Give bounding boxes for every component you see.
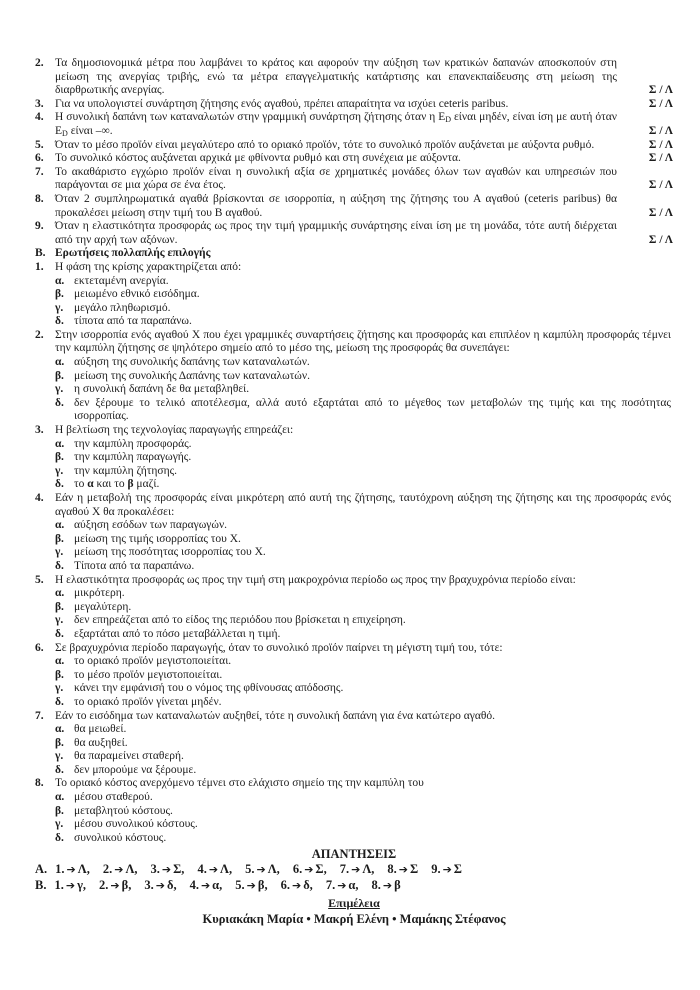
tf-text: Όταν 2 συμπληρωματικά αγαθά βρίσκονται σε ισορροπία, η αύξηση της ζήτησης του Α αγαθού (ceteris paribus) θα προκαλέσει μείωση στην τιμή του Β αγαθού.: [55, 192, 617, 219]
option-text-part: το: [74, 478, 88, 491]
answer-a: α,: [212, 877, 223, 892]
option-text: κάνει την εμφάνισή του ο νόμος της φθίνουσας απόδοσης.: [74, 682, 344, 695]
mc-option: [55, 737, 673, 751]
option-letter: α.: [55, 587, 65, 600]
option-letter: δ.: [55, 315, 64, 328]
mc-option: [55, 288, 673, 302]
question-body: [55, 329, 673, 424]
credits-names: Κυριακάκη Μαρία • Μακρή Ελένη • Μαμάκης Στέφανος: [202, 912, 506, 927]
arrow-right-icon: ➔: [65, 878, 76, 892]
question-text: Το οριακό κόστος ανερχόμενο τέμνει στο ελάχιστο σημείο της την καμπύλη του: [55, 777, 424, 790]
option-text: η συνολική δαπάνη δε θα μεταβληθεί.: [74, 383, 250, 396]
mc-option: [55, 356, 673, 370]
mc-question: [35, 329, 673, 424]
option-text: μεγαλύτερη.: [74, 600, 132, 613]
option-letter: α.: [55, 356, 65, 369]
option-text: εκτεταμένη ανεργία.: [74, 274, 169, 287]
option-text: μέσου συνολικού κόστους.: [74, 818, 198, 831]
mc-option: [55, 478, 673, 492]
tf-text: Τα δημοσιονομικά μέτρα που λαμβάνει το κράτος και αφορούν την αύξηση των κρατικών δαπανών αποσκοπούν στη μείωση της ανεργίας τριβής, ενώ τα μέτρα επαγγελματικής κατάρτισης και επανεκπαίδευσης στη μείωση της διαρθρωτικής ανεργίας.: [55, 57, 617, 97]
answer-a: δ,: [166, 877, 177, 892]
arrow-right-icon: ➔: [208, 863, 219, 877]
tf-number: 7.: [35, 165, 44, 178]
answer-a: β,: [257, 877, 268, 892]
option-letter: γ.: [55, 546, 64, 559]
sigma-lambda-marker: Σ / Λ: [648, 138, 673, 151]
answer-a: β,: [121, 877, 132, 892]
answer-q: 7.: [325, 877, 336, 892]
option-letter: δ.: [55, 763, 64, 776]
mc-option: [55, 655, 673, 669]
option-letter: γ.: [55, 301, 64, 314]
mc-option: [55, 750, 673, 764]
tf-statement: [35, 220, 673, 247]
option-text: μείωση της ποσότητας ισορροπίας του Χ.: [74, 546, 266, 559]
mc-option: [55, 601, 673, 615]
mc-option: [55, 383, 673, 397]
arrow-right-icon: ➔: [114, 863, 124, 877]
mc-option: [55, 275, 673, 289]
option-letter: α.: [55, 655, 65, 668]
answer-pair: [235, 878, 267, 892]
option-text: δεν ξέρουμε το τελικό αποτέλεσμα, αλλά αυτό εξαρτάται από το μέγεθος των μεταβολών της τιμής και της ποσότητας ισορροπίας.: [74, 396, 671, 423]
arrow-right-icon: ➔: [246, 878, 256, 892]
mc-question: [35, 424, 673, 492]
tf-number: 2.: [35, 57, 44, 69]
mc-option: [55, 696, 673, 710]
tf-statement: [35, 98, 673, 112]
option-text: Τίποτα από τα παραπάνω.: [74, 559, 195, 572]
question-body: [55, 424, 673, 492]
question-body: [55, 261, 673, 329]
tf-number: 4.: [35, 111, 44, 124]
question-body: [55, 492, 673, 574]
mc-option: [55, 723, 673, 737]
sigma-lambda-marker: Σ / Λ: [648, 84, 673, 97]
option-text: μείωση της συνολικής Δαπάνης των καταναλωτών.: [74, 369, 310, 382]
mc-option: [55, 560, 673, 574]
mc-option: [55, 465, 673, 479]
answers-row-b: [35, 878, 673, 894]
sigma-lambda-marker: Σ / Λ: [648, 124, 673, 137]
question-text: Η φάση της κρίσης χαρακτηρίζεται από:: [55, 260, 242, 273]
answer-q: 1.: [54, 877, 64, 892]
arrow-right-icon: ➔: [291, 878, 302, 892]
tf-statement: [35, 111, 673, 138]
option-letter: β.: [55, 668, 64, 681]
answer-a: γ,: [77, 877, 87, 892]
question-number: 6.: [35, 641, 44, 654]
option-text-part: μαζί.: [133, 478, 160, 491]
answer-pair: [281, 878, 313, 892]
answer-a: Σ,: [315, 862, 327, 877]
option-text: εξαρτάται από το πόσο μεταβάλλεται η τιμή.: [74, 627, 281, 640]
option-letter: δ.: [55, 396, 64, 409]
option-text: το μέσο προϊόν μεγιστοποιείται.: [74, 668, 223, 681]
answer-a: Σ: [410, 862, 419, 877]
mc-option: [55, 451, 673, 465]
mc-option: [55, 791, 673, 805]
answer-a: Σ: [453, 862, 462, 877]
question-text: Στην ισορροπία ενός αγαθού Χ που έχει γραμμικές συναρτήσεις ζήτησης και προσφοράς και επιπλέον η καμπύλη προσφοράς τέμνει την καμπύλη ζήτησης σε ψηλότερο σημείο από το μέσο της, μείωση της προσφοράς θα συνεπάγει:: [55, 328, 671, 355]
option-text: [74, 478, 673, 492]
tf-statement: [35, 152, 673, 166]
mc-option: [55, 818, 673, 832]
tf-text: Το συνολικό κόστος αυξάνεται αρχικά με φθίνοντα ρυθμό και στη συνέχεια με αύξοντα.: [55, 152, 461, 165]
arrow-right-icon: ➔: [256, 863, 266, 877]
option-text: μικρότερη.: [74, 587, 125, 600]
tf-statement: [35, 139, 673, 153]
answers-row-a: [35, 862, 673, 878]
arrow-right-icon: ➔: [155, 878, 165, 892]
answer-pair: [54, 878, 86, 892]
option-letter: α.: [55, 437, 65, 450]
question-number: 1.: [35, 260, 44, 273]
option-text: μείωση της τιμής ισορροπίας του Χ.: [74, 532, 241, 545]
mc-question: [35, 777, 673, 845]
option-letter: γ.: [55, 614, 64, 627]
mc-question: [35, 261, 673, 329]
mc-option: [55, 519, 673, 533]
answer-pair: [293, 862, 327, 876]
option-text: μεγάλο πληθωρισμό.: [74, 301, 171, 314]
answer-q: 3.: [144, 877, 154, 892]
answers-row-a-prefix: Α.: [35, 862, 48, 877]
question-body: [55, 710, 673, 778]
mc-question: [35, 574, 673, 642]
option-text: θα μειωθεί.: [74, 723, 127, 736]
question-number: 8.: [35, 777, 44, 790]
mc-option: [55, 533, 673, 547]
mc-option: [55, 614, 673, 628]
mc-option: [55, 302, 673, 316]
section-b: [35, 247, 673, 845]
tf-text-part: είναι –∞.: [67, 124, 113, 137]
option-text: συνολικού κόστους.: [74, 831, 167, 844]
option-text-bold: α: [87, 478, 94, 491]
answer-q: 7.: [339, 862, 350, 877]
credits-heading: Επιμέλεια: [328, 896, 380, 911]
option-letter: γ.: [55, 750, 64, 763]
arrow-right-icon: ➔: [110, 878, 120, 892]
mc-option: [55, 438, 673, 452]
option-letter: α.: [55, 791, 65, 804]
answers-heading: ΑΠΑΝΤΗΣΕΙΣ: [311, 847, 397, 862]
mc-option: [55, 682, 673, 696]
sigma-lambda-marker: Σ / Λ: [648, 97, 673, 110]
answers-section: [35, 847, 673, 927]
question-body: [55, 574, 673, 642]
answer-q: 5.: [235, 877, 245, 892]
answer-pair: [326, 878, 359, 892]
option-letter: α.: [55, 274, 65, 287]
arrow-right-icon: ➔: [351, 863, 361, 877]
answer-q: 5.: [245, 862, 255, 877]
option-text: την καμπύλη ζήτησης.: [74, 464, 178, 477]
option-letter: γ.: [55, 818, 64, 831]
answer-q: 9.: [431, 862, 441, 877]
section-b-heading-text: Ερωτήσεις πολλαπλής επιλογής: [55, 247, 211, 260]
question-text: Η ελαστικότητα προσφοράς ως προς την τιμή στη μακροχρόνια περίοδο ως προς την βραχυχρόνια περίοδο είναι:: [55, 573, 576, 586]
answer-pair: [197, 862, 232, 876]
subscript-d: D: [445, 115, 452, 125]
tf-text: [55, 111, 627, 138]
option-letter: β.: [55, 600, 64, 613]
tf-statement: [35, 166, 673, 193]
option-letter: γ.: [55, 682, 64, 695]
option-letter: β.: [55, 736, 64, 749]
tf-number: 8.: [35, 192, 44, 205]
option-letter: γ.: [55, 464, 64, 477]
answer-q: 2.: [102, 862, 113, 877]
option-text: θα παραμείνει σταθερή.: [74, 750, 184, 763]
answer-a: Λ,: [362, 862, 375, 877]
answer-a: Λ,: [77, 862, 90, 877]
answer-pair: [245, 862, 280, 876]
option-letter: β.: [55, 804, 64, 817]
mc-option: [55, 370, 673, 384]
mc-option: [55, 764, 673, 778]
question-text: Η βελτίωση της τεχνολογίας παραγωγής επηρεάζει:: [55, 424, 294, 437]
answer-pair: [340, 862, 375, 876]
mc-option: [55, 397, 673, 424]
question-number: 4.: [35, 492, 44, 504]
answer-a: δ,: [303, 877, 313, 892]
mc-question: [35, 492, 673, 574]
tf-text: Όταν το μέσο προϊόν είναι μεγαλύτερο από το οριακό προϊόν, τότε το συνολικό προϊόν αυξάνεται με αύξοντα ρυθμό.: [55, 138, 595, 151]
mc-question: [35, 642, 673, 710]
tf-text: Το ακαθάριστο εγχώριο προϊόν είναι η συνολική αξία σε χρηματικές μονάδες όλων των αγαθών και υπηρεσιών που παράγονται σε μια χώρα σε ένα έτος.: [55, 165, 617, 192]
option-letter: γ.: [55, 383, 64, 396]
option-text: την καμπύλη παραγωγής.: [74, 451, 192, 464]
answer-q: 8.: [387, 862, 397, 877]
mc-option: [55, 315, 673, 329]
option-letter: β.: [55, 451, 64, 464]
tf-text: Για να υπολογιστεί συνάρτηση ζήτησης ενός αγαθού, πρέπει απαραίτητα να ισχύει ceteris paribus.: [55, 97, 509, 110]
answer-q: 1.: [55, 862, 65, 877]
sigma-lambda-marker: Σ / Λ: [648, 152, 673, 165]
arrow-right-icon: ➔: [161, 863, 172, 877]
answer-a: α,: [348, 877, 359, 892]
option-text: το οριακό προϊόν μεγιστοποιείται.: [74, 655, 232, 668]
option-text: μέσου σταθερού.: [74, 791, 153, 804]
option-letter: δ.: [55, 478, 64, 491]
arrow-right-icon: ➔: [66, 863, 76, 877]
section-b-heading-number: Β.: [35, 247, 46, 260]
answer-q: 3.: [150, 862, 160, 877]
answer-a: β: [394, 877, 401, 892]
tf-number: 3.: [35, 97, 44, 110]
mc-option: [55, 628, 673, 642]
answer-pair: [55, 862, 90, 876]
question-body: [55, 777, 673, 845]
option-text: τίποτα από τα παραπάνω.: [74, 315, 192, 328]
question-text: Σε βραχυχρόνια περίοδο παραγωγής, όταν το συνολικό προϊόν παίρνει τη μέγιστη τιμή του, τότε:: [55, 641, 503, 654]
answer-a: Λ,: [125, 862, 138, 877]
option-letter: δ.: [55, 559, 64, 572]
option-text: μεταβλητού κόστους.: [74, 804, 173, 817]
answer-pair: [144, 878, 176, 892]
answer-q: 6.: [280, 877, 290, 892]
tf-text-part: Η συνολική δαπάνη των καταναλωτών στην γραμμική συνάρτηση ζήτησης όταν η E: [55, 111, 446, 124]
option-letter: α.: [55, 519, 65, 532]
option-text: αύξηση της συνολικής δαπάνης των καταναλωτών.: [74, 356, 310, 369]
option-letter: δ.: [55, 627, 64, 640]
tf-text-part: είναι μηδέν, είναι ίση με αυτή όταν E: [55, 111, 617, 137]
answer-q: 4.: [189, 877, 199, 892]
tf-statement: [35, 193, 673, 220]
mc-question: [35, 710, 673, 778]
answer-a: Σ,: [173, 862, 185, 877]
answer-q: 6.: [292, 862, 303, 877]
option-letter: δ.: [55, 695, 64, 708]
option-text: το οριακό προϊόν γίνεται μηδέν.: [74, 695, 222, 708]
mc-option: [55, 805, 673, 819]
answer-pair: [190, 878, 223, 892]
tf-number: 6.: [35, 152, 44, 165]
answers-row-b-prefix: Β.: [35, 877, 47, 892]
tf-number: 5.: [35, 138, 44, 151]
answer-q: 2.: [99, 877, 109, 892]
mc-option: [55, 587, 673, 601]
option-text-bold: β: [127, 478, 134, 491]
option-text: δεν μπορούμε να ξέρουμε.: [74, 763, 197, 776]
answer-a: Λ,: [220, 862, 233, 877]
option-letter: β.: [55, 288, 64, 301]
option-text: θα αυξηθεί.: [74, 736, 128, 749]
section-a: [35, 57, 673, 247]
option-letter: β.: [55, 532, 64, 545]
arrow-right-icon: ➔: [200, 878, 211, 892]
option-letter: α.: [55, 723, 65, 736]
arrow-right-icon: ➔: [442, 863, 452, 877]
answer-pair: [372, 878, 401, 892]
sigma-lambda-marker: Σ / Λ: [648, 206, 673, 219]
mc-option: [55, 546, 673, 560]
answer-pair: [387, 862, 418, 876]
question-number: 7.: [35, 709, 44, 722]
sigma-lambda-marker: Σ / Λ: [648, 179, 673, 192]
section-b-heading: [35, 247, 673, 261]
arrow-right-icon: ➔: [337, 878, 347, 892]
answer-a: Λ,: [267, 862, 280, 877]
tf-statement: [35, 57, 673, 98]
option-text: την καμπύλη προσφοράς.: [74, 437, 192, 450]
option-text: αύξηση εσόδων των παραγωγών.: [74, 519, 228, 532]
question-body: [55, 642, 673, 710]
answer-q: 8.: [371, 877, 381, 892]
option-text-part: και το: [93, 478, 128, 491]
arrow-right-icon: ➔: [398, 863, 408, 877]
answer-pair: [151, 862, 185, 876]
option-text: δεν επηρεάζεται από το είδος της περιόδου που βρίσκεται η επιχείρηση.: [74, 614, 406, 627]
answer-pair: [103, 862, 138, 876]
answer-pair: [431, 862, 462, 876]
arrow-right-icon: ➔: [304, 863, 314, 877]
tf-text: Όταν η ελαστικότητα προσφοράς ως προς την τιμή γραμμικής συνάρτησης είναι ίση με τη μονάδα, τότε αυτή διέρχεται από την αρχή των αξόνων.: [55, 220, 617, 246]
answer-q: 4.: [197, 862, 207, 877]
question-text: Εάν το εισόδημα των καταναλωτών αυξηθεί, τότε η συνολική δαπάνη για ένα κατώτερο αγαθό.: [55, 709, 496, 722]
subscript-d: D: [62, 128, 68, 138]
question-number: 2.: [35, 328, 44, 341]
question-text: Εάν η μεταβολή της προσφοράς είναι μικρότερη από αυτή της ζήτησης, ταυτόχρονη αύξηση της ζήτησης και της προσφοράς ενός αγαθού Χ θα προκαλέσει:: [55, 492, 671, 518]
mc-option: [55, 669, 673, 683]
option-text: μειωμένο εθνικό εισόδημα.: [74, 288, 200, 301]
arrow-right-icon: ➔: [382, 878, 393, 892]
option-letter: β.: [55, 369, 64, 382]
tf-number: 9.: [35, 220, 44, 233]
sigma-lambda-marker: Σ / Λ: [648, 233, 673, 246]
mc-option: [55, 832, 673, 846]
question-number: 3.: [35, 424, 44, 437]
question-number: 5.: [35, 573, 44, 586]
answer-pair: [99, 878, 131, 892]
option-letter: δ.: [55, 831, 64, 844]
